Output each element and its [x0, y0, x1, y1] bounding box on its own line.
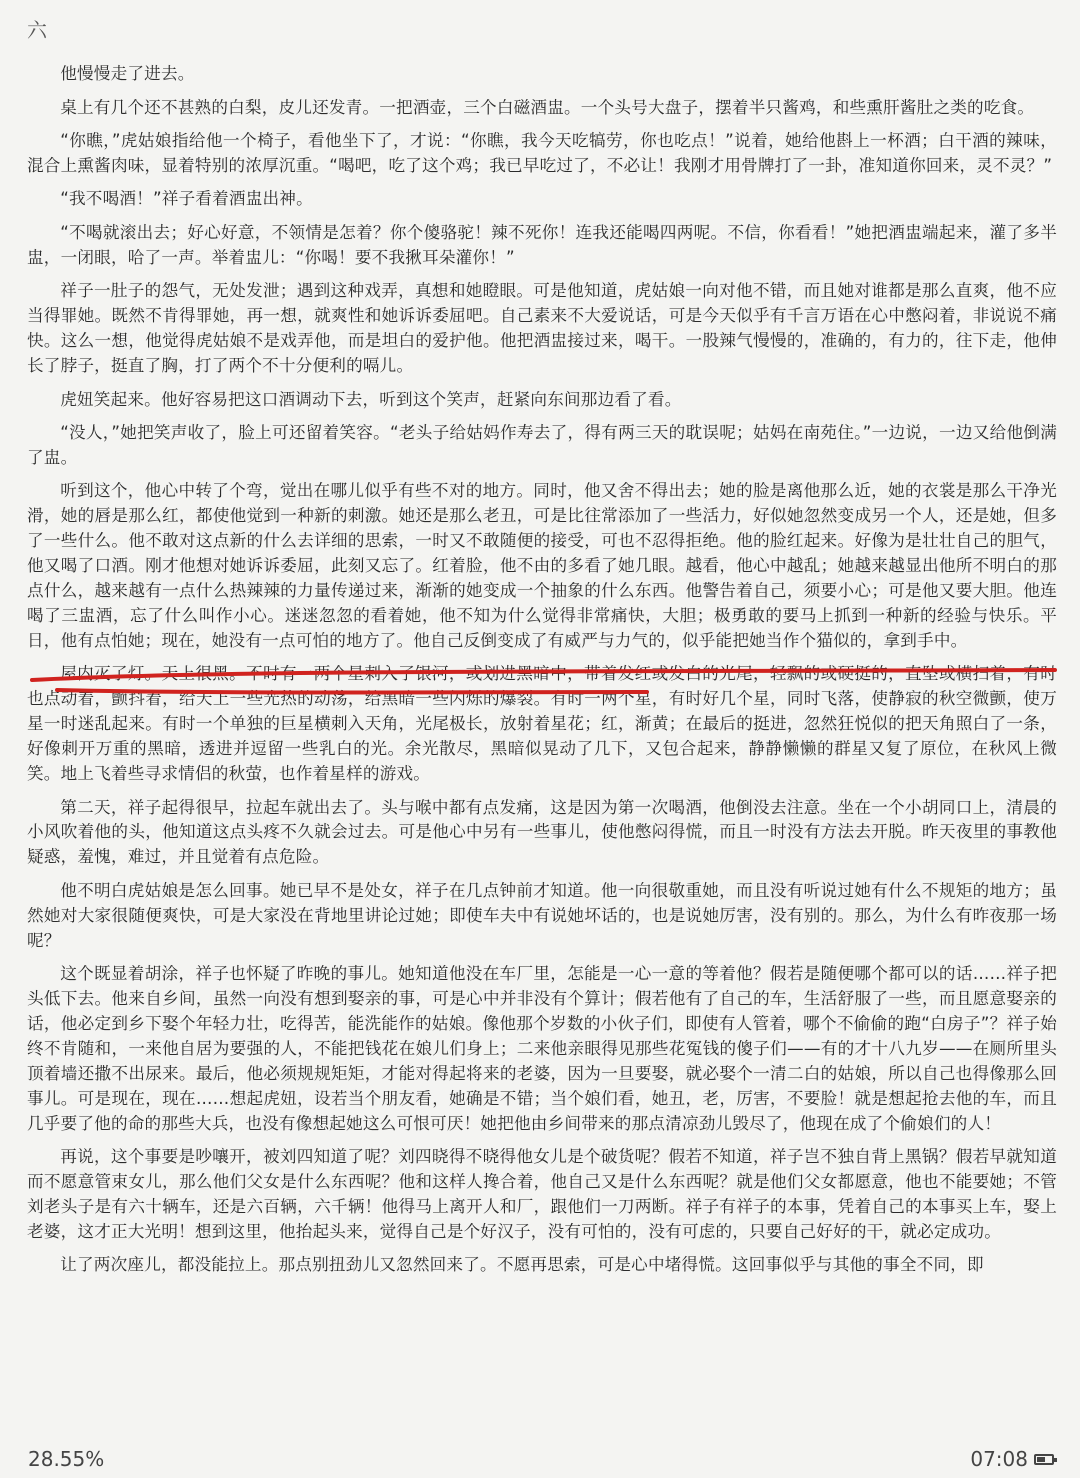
paragraph: “不喝就滚出去；好心好意，不领情是怎着？你个傻骆驼！辣不死你！连我还能喝四两呢。不信，你看看！”她把酒盅端起来，灌了多半盅，一闭眼，哈了一声。举着盅儿：“你喝！要不我揪耳朵灌你！”: [27, 222, 1057, 267]
paragraph: 他不明白虎姑娘是怎么回事。她已早不是处女，祥子在几点钟前才知道。他一向很敬重她，而且没有听说过她有什么不规矩的地方；虽然她对大家很随便爽快，可是大家没在背地里讲论过她；即使车夫中有说她坏话的，也是说她厉害，没有别的。那么，为什么有昨夜那一场呢？: [27, 880, 1057, 950]
paragraph: 虎妞笑起来。他好容易把这口酒调动下去，听到这个笑声，赶紧向东间那边看了看。: [60, 389, 682, 409]
paragraph: 他慢慢走了进去。: [60, 64, 195, 83]
paragraph-text: 屋内灭了灯。天上很黑。不时有一两个星刺入了银河，或划进黑暗中，带着发红或发白的光尾，轻飘的或硬挺的，直坠或横扫着，有时也点动着，颤抖着，给天上一些光热的动荡，给黑暗一些闪烁的爆裂。有时一两个星，有时好几个星，同时飞落，使静寂的秋空微颤，使万星一时迷乱起来。有时一个单独的巨星横刺入天角，光尾极长，放射着星花；红，渐黄；在最后的挺进，忽然狂悦似的把天角照白了一条，好像刺开万重的黑暗，透进并逗留一些乳白的光。余光散尽，黑暗似晃动了几下，又包合起来，静静懒懒的群星又复了原位，在秋风上微笑。地上飞着些寻求情侣的秋萤，也作着星样的游戏。: [27, 664, 1057, 783]
paragraph: 桌上有几个还不甚熟的白梨，皮儿还发青。一把酒壶，三个白磁酒盅。一个头号大盘子，摆着半只酱鸡，和些熏肝酱肚之类的吃食。: [60, 97, 1035, 117]
battery-icon: [1034, 1454, 1054, 1465]
clock: 07:08: [970, 1447, 1028, 1471]
paragraph: “没人，”她把笑声收了，脸上可还留着笑容。“老头子给姑妈作寿去了，得有两三天的耽误呢；姑妈在南苑住。”一边说，一边又给他倒满了盅。: [27, 423, 1057, 467]
paragraph: “你瞧，”虎姑娘指给他一个椅子，看他坐下了，才说：“你瞧，我今天吃犒劳，你也吃点！”说着，她给他斟上一杯酒；白干酒的辣味，混合上熏酱肉味，显着特别的浓厚沉重。“喝吧，吃了这个鸡；我已早吃过了，不必让！我刚才用骨牌打了一卦，准知道你回来，灵不灵？”: [27, 131, 1057, 175]
paragraph: 听到这个，他心中转了个弯，觉出在哪儿似乎有些不对的地方。同时，他又舍不得出去；她的脸是离他那么近，她的衣裳是那么干净光滑，她的唇是那么红，都使他觉到一种新的刺激。她还是那么老丑，可是比往常添加了一些活力，好似她忽然变成另一个人，还是她，但多了一些什么。他不敢对这点新的什么去详细的思索，一时又不敢随便的接受，可也不忍得拒绝。他的脸红起来。好像为是壮壮自己的胆气，他又喝了口酒。刚才他想对她诉诉委屈，此刻又忘了。红着脸，他不由的多看了她几眼。越看，他心中越乱；她越来越显出他所不明白的那点什么，越来越有一点什么热辣辣的力量传递过来，渐渐的她变成一个抽象的什么东西。他警告着自己，须要小心；可是他又要大胆。他连喝了三盅酒，忘了什么叫作小心。迷迷忽忽的看着她，他不知为什么觉得非常痛快，大胆；极勇敢的要马上抓到一种新的经验与快乐。平日，他有点怕她；现在，她没有一点可怕的地方了。他自己反倒变成了有威严与力气的，似乎能把她当作个猫似的，拿到手中。: [27, 481, 1057, 650]
status-bar: [970, 1447, 1054, 1471]
chapter-title: 六: [27, 18, 47, 42]
paragraph: 这个既显着胡涂，祥子也怀疑了昨晚的事儿。她知道他没在车厂里，怎能是一心一意的等着他？假若是随便哪个都可以的话……祥子把头低下去。他来自乡间，虽然一向没有想到娶亲的事，可是心中并非没有个算计；假若他有了自己的车，生活舒服了一些，而且愿意娶亲的话，他必定到乡下娶个年轻力壮，吃得苦，能洗能作的姑娘。像他那个岁数的小伙子们，即使有人管着，哪个不偷偷的跑“白房子”？祥子始终不肯随和，一来他自居为要强的人，不能把钱花在娘儿们身上；二来他亲眼得见那些花冤钱的傻子们——有的才十八九岁——在厕所里头顶着墙还撒不出尿来。最后，他必须规规矩矩，才能对得起将来的老婆，因为一旦要娶，就必娶个一清二白的姑娘，所以自己也得像那么回事儿。可是现在，现在……想起虎妞，设若当个朋友看，她确是不错；当个娘们看，她丑，老，厉害，不要脸！就是想起抢去他的车，而且几乎要了他的命的那些大兵，也没有像想起她这么可恨可厌！她把他由乡间带来的那点清凉劲儿毁尽了，他现在成了个偷娘们的人！: [27, 964, 1057, 1133]
paragraph: 让了两次座儿，都没能拉上。那点别扭劲儿又忽然回来了。不愿再思索，可是心中堵得慌。这回事似乎与其他的事全不同，即: [60, 1255, 984, 1275]
paragraph: 第二天，祥子起得很早，拉起车就出去了。头与喉中都有点发痛，这是因为第一次喝酒，他倒没去注意。坐在一个小胡同口上，清晨的小风吹着他的头，他知道这点头疼不久就会过去。可是他心中另有一些事儿，使他憋闷得慌，而且一时没有方法去开脱。昨天夜里的事教他疑惑，羞愧，难过，并且觉着有点危险。: [27, 797, 1057, 867]
highlighted-paragraph: [27, 662, 1057, 787]
reading-progress: 28.55%: [28, 1447, 105, 1471]
paragraph: 再说，这个事要是吵嚷开，被刘四知道了呢？刘四晓得不晓得他女儿是个破货呢？假若不知道，祥子岂不独自背上黑锅？假若早就知道而不愿意管束女儿，那么他们父女是什么东西呢？他和这样人搀合着，他自己又是什么东西呢？就是他们父女都愿意，他也不能要她；不管刘老头子是有六十辆车，还是六百辆，六千辆！他得马上离开人和厂，跟他们一刀两断。祥子有祥子的本事，凭着自己的本事买上车，娶上老婆，这才正大光明！想到这里，他抬起头来，觉得自己是个好汉子，没有可怕的，没有可虑的，只要自己好好的干，就必定成功。: [27, 1147, 1057, 1241]
paragraph: 祥子一肚子的怨气，无处发泄；遇到这种戏弄，真想和她瞪眼。可是他知道，虎姑娘一向对他不错，而且她对谁都是那么直爽，他不应当得罪她。既然不肯得罪她，再一想，就爽性和她诉诉委屈吧。自己素来不大爱说话，可是今天似乎有千言万语在心中憋闷着，非说说不痛快。这么一想，他觉得虎姑娘不是戏弄他，而是坦白的爱护他。他把酒盅接过来，喝干。一股辣气慢慢的，准确的，有力的，往下走，他伸长了脖子，挺直了胸，打了两个不十分便利的嗝儿。: [27, 281, 1057, 376]
paragraph: “我不喝酒！”祥子看着酒盅出神。: [60, 189, 313, 209]
reading-area[interactable]: [27, 62, 1057, 1287]
battery-level: [1037, 1457, 1045, 1462]
